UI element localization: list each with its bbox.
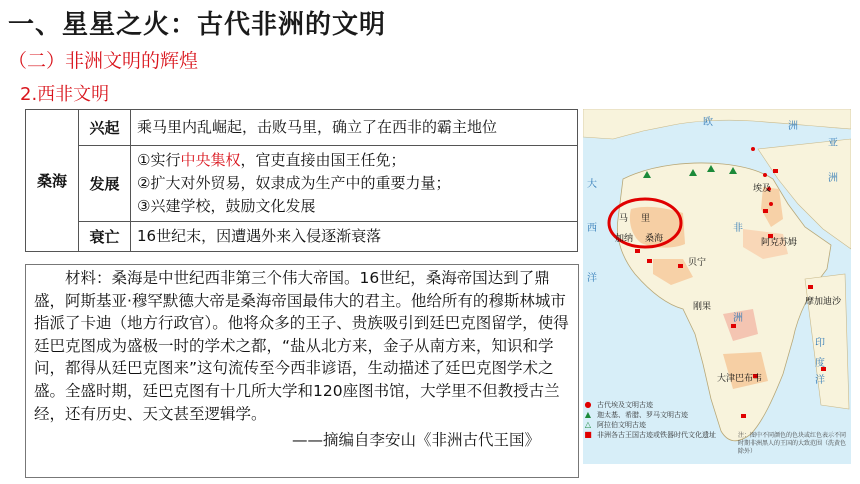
- map-label: 贝宁: [688, 258, 707, 268]
- map-sea-label: 洋: [587, 273, 597, 284]
- section-heading: 2.西非文明: [20, 84, 110, 105]
- table-row: [26, 222, 578, 252]
- development-item: ①实行中央集权，官吏直接由国王任免；: [137, 151, 406, 169]
- map-label: 里: [641, 214, 651, 224]
- map-sea-label: 亚: [828, 138, 838, 149]
- legend-item: ● 古代埃及文明古迹: [584, 400, 653, 409]
- map-note: 注：图中不同颜色的色块或红色表示不同时期非洲黑人的王国的大致范围（洗黄色除外）: [738, 432, 847, 455]
- table-row: [26, 146, 578, 222]
- slide-title: 一、星星之火：古代非洲的文明: [8, 10, 387, 40]
- triangle-icon: ▲: [584, 410, 592, 419]
- development-item: ③兴建学校，鼓励文化发展: [137, 197, 316, 215]
- stage-rise: 兴起: [79, 110, 131, 146]
- map-label: 阿克苏姆: [761, 238, 798, 248]
- legend-item: ▲ 迦太基、希腊、罗马文明古迹: [584, 410, 688, 419]
- development-item: ②扩大对外贸易，奴隶成为生产中的重要力量；: [137, 174, 451, 192]
- map-sea-label: 印: [815, 338, 825, 349]
- citation: ——摘编自李安山《非洲古代王国》: [291, 431, 540, 450]
- stage-development: 发展: [79, 146, 131, 222]
- stage-decline: 衰亡: [79, 222, 131, 252]
- map-label: 桑海: [645, 234, 664, 244]
- subtitle: （二）非洲文明的辉煌: [8, 50, 199, 72]
- map-label: 加纳: [615, 234, 634, 244]
- map-label: 摩加迪沙: [805, 297, 842, 307]
- material-text: 材料：桑海是中世纪西非第三个伟大帝国。16世纪，桑海帝国达到了鼎盛，阿斯基亚·穆罕默德大帝是桑海帝国最伟大的君主。他给所有的穆斯林城市指派了卡迪（地方行政官）。他将众多的王子、贵族吸引到廷巴克图留学，使得廷巴克图成为盛极一时的学术之都，“盐从北方来，金子从南方来，知识和学问，都得从廷巴克图来”这句流传至今西非谚语，生动描述了廷巴克图学术之盛。全盛时期，廷巴克图有十几所大学和120座图书馆，大学里不但教授古兰经，还有历史、天文甚至逻辑学。: [34, 269, 569, 423]
- songhai-table: [25, 109, 578, 252]
- map-label: 刚果: [693, 302, 712, 312]
- material-box: [25, 264, 579, 478]
- map-sea-label: 洲: [828, 173, 838, 184]
- map-legend: [583, 400, 733, 440]
- map-label: 大津巴布韦: [717, 374, 763, 384]
- map-sea-label: 洋: [815, 375, 825, 386]
- legend-item: △ 阿拉伯文明古迹: [584, 420, 646, 429]
- map-sea-label: 度: [815, 358, 825, 369]
- map-sea-label: 非: [733, 223, 743, 234]
- legend-item: ■ 非洲各古王国古迹或铁器时代文化遗址: [584, 430, 716, 439]
- decline-text: 16世纪末，因遭遇外来入侵逐渐衰落: [131, 222, 578, 252]
- triangle-outline-icon: △: [584, 420, 592, 429]
- map-sea-label: 欧: [703, 117, 713, 128]
- kingdom-name: 桑海: [26, 110, 79, 252]
- highlight-text: 中央集权: [180, 151, 241, 169]
- map-label: 埃及: [753, 184, 772, 194]
- map-sea-label: 洲: [733, 313, 743, 324]
- map-label: 马: [619, 214, 629, 224]
- square-icon: ■: [584, 430, 592, 439]
- map-sea-label: 洲: [788, 121, 798, 132]
- development-text: [131, 146, 578, 222]
- dot-icon: ●: [584, 400, 592, 409]
- table-row: [26, 110, 578, 146]
- rise-text: 乘马里内乱崛起，击败马里，确立了在西非的霸主地位: [131, 110, 578, 146]
- map-sea-label: 西: [587, 223, 597, 234]
- map-sea-label: 大: [587, 179, 597, 190]
